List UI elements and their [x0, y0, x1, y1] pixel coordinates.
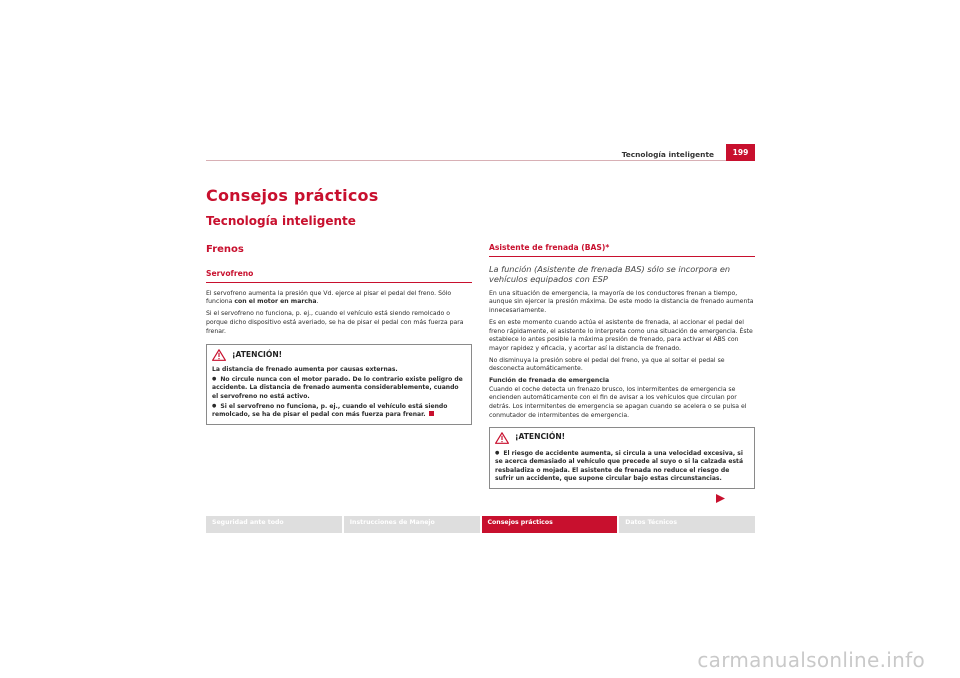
running-header-title: Tecnología inteligente [621, 150, 714, 159]
page-number: 199 [726, 144, 755, 161]
header-rule [206, 160, 726, 161]
bas-paragraph-3: No disminuya la presión sobre el pedal del freno, ya que al soltar el pedal se desconecta automáticamente. [489, 356, 725, 373]
warning-box-bas [489, 427, 755, 489]
warning-item: ● El riesgo de accidente aumenta, si circula a una velocidad excesiva, si se acerca demasiado al vehículo que precede al suyo o si la calzada está resbaladiza o mojada. El asistente de frenada no reduce el riesgo de sufrir un accidente, que supone circular bajo estas circunstancias. [495, 449, 749, 484]
warning-header [495, 432, 749, 447]
servofreno-heading: Servofreno [206, 270, 472, 283]
servofreno-paragraph-1 [206, 290, 472, 307]
emergency-subheading [489, 377, 755, 386]
p1-end: . [316, 298, 319, 306]
warning-item: ● No circule nunca con el motor parado. De lo contrario existe peligro de accidente. La distancia de frenado aumenta considerablemente, cuando el servofreno no está activo. [212, 375, 466, 402]
right-column [489, 244, 755, 489]
bas-heading: Asistente de frenada (BAS)* [489, 244, 755, 257]
emergency-subheading-text: Función de frenada de emergencia [489, 377, 610, 385]
p1-bold: con el motor en marcha [234, 298, 317, 306]
p1-text: El servofreno aumenta la presión que Vd. ejerce al pisar el pedal del freno. Sólo funciona [206, 289, 452, 306]
warning-box-servofreno [206, 344, 472, 425]
warning-title: ¡ATENCIÓN! [515, 432, 566, 442]
warning-triangle-icon [495, 432, 509, 444]
end-square-icon [429, 411, 434, 416]
continue-arrow-icon[interactable] [716, 494, 725, 503]
bas-paragraph-2: Es en este momento cuando actúa el asistente de frenada, al accionar el pedal del freno rápidamente, el asistente lo interpreta como una situación de emergencia. Éste establece lo antes posible la máxima presión de frenado, para activar el ABS con mayor rapidez y eficacia, y acortar así la distancia de frenado. [489, 318, 753, 352]
section-title: Tecnología inteligente [206, 214, 356, 228]
tab-consejos-practicos[interactable]: Consejos prácticos [482, 516, 618, 533]
tab-instrucciones-de-manejo[interactable]: Instrucciones de Manejo [344, 516, 480, 533]
warning-intro: La distancia de frenado aumenta por causas externas. [212, 366, 398, 374]
warning-triangle-icon [212, 349, 226, 361]
footer-nav [206, 516, 755, 533]
chapter-title: Consejos prácticos [206, 186, 379, 205]
left-column [206, 270, 472, 425]
servofreno-paragraph-2: Si el servofreno no funciona, p. ej., cuando el vehículo está siendo remolcado o porque dicho dispositivo está averiado, se ha de pisar el pedal con más fuerza para frenar. [206, 310, 464, 335]
warning-item-text: ● Si el servofreno no funciona, p. ej., cuando el vehículo está siendo remolcado, se ha de pisar el pedal con más fuerza para frenar. [212, 403, 447, 419]
warning-item [212, 402, 466, 420]
warning-title: ¡ATENCIÓN! [232, 349, 283, 359]
tab-datos-tecnicos[interactable]: Datos Técnicos [619, 516, 755, 533]
bas-paragraph-1: En una situación de emergencia, la mayoría de los conductores frenan a tiempo, aunque sin ejercer la presión máxima. De este modo la distancia de frenado aumenta innecesariamente. [489, 289, 754, 315]
bas-paragraph-4: Cuando el coche detecta un frenazo brusco, los intermitentes de emergencia se encienden automáticamente con el fin de avisar a los vehículos que circulan por detrás. Los intermitentes de emergencia se apagan cuando se acelera o se pulsa el conmutador de intermitentes de emergencia. [489, 385, 747, 419]
watermark: carmanualsonline.info [697, 648, 925, 672]
bas-lead: La función (Asistente de frenada BAS) sólo se incorpora en vehículos equipados con ESP [489, 263, 731, 284]
subsection-title: Frenos [206, 244, 244, 255]
warning-header [212, 349, 466, 364]
tab-seguridad-ante-todo[interactable]: Seguridad ante todo [206, 516, 342, 533]
